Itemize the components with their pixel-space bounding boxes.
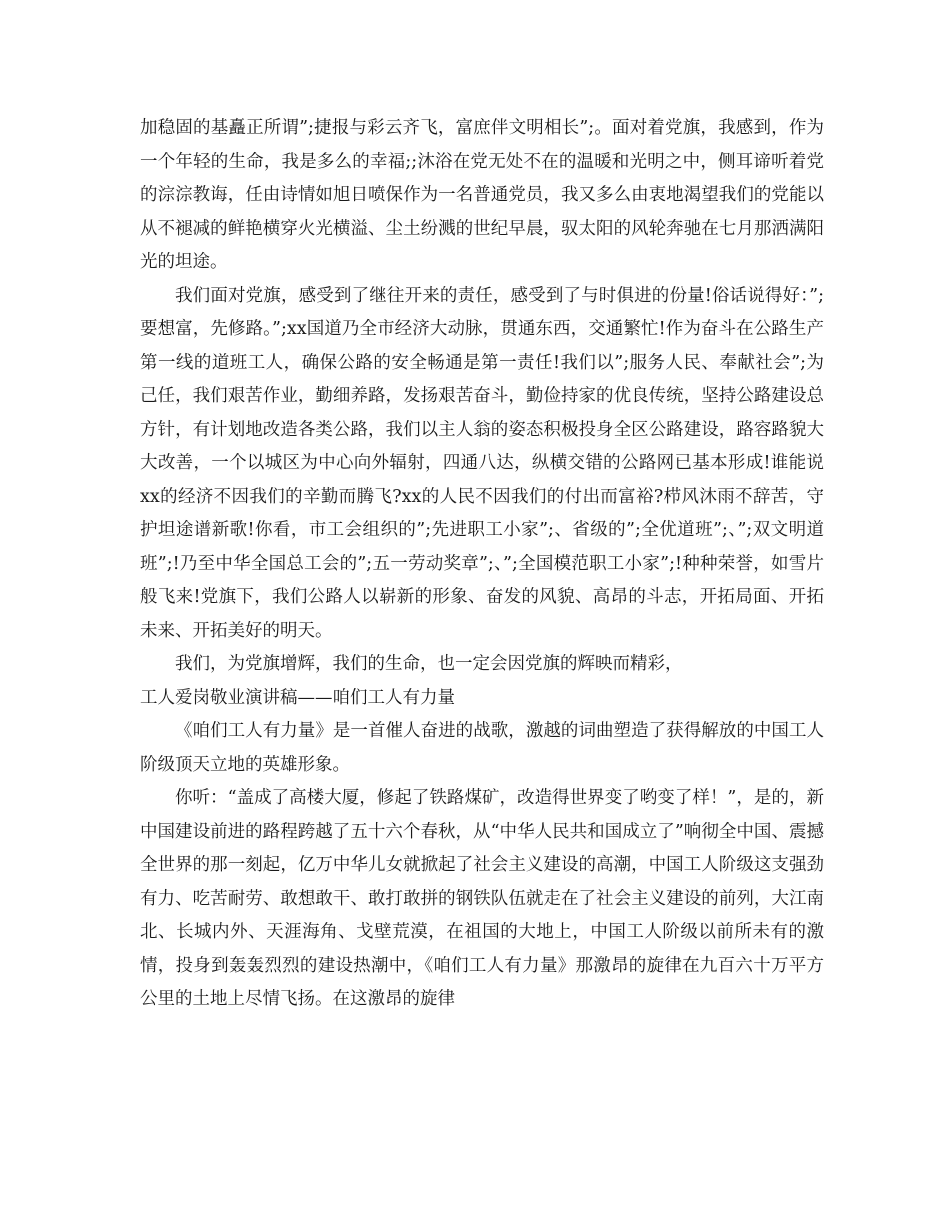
document-body [140,112,824,1017]
paragraph-2: 我们面对党旗，感受到了继往开来的责任，感受到了与时俱进的份量!俗话说得好：”;要想富，先修路。”;xx国道乃全市经济大动脉，贯通东西，交通繁忙!作为奋斗在公路生产第一线的道班工人，确保公路的安全畅通是第一责任!我们以”;服务人民、奉献社会”;为己任，我们艰苦作业，勤细养路，发扬艰苦奋斗，勤俭持家的优良传统，坚持公路建设总方针，有计划地改造各类公路，我们以主人翁的姿态积极投身全区公路建设，路容路貌大大改善，一个以城区为中心向外辐射，四通八达，纵横交错的公路网已基本形成!谁能说xx的经济不因我们的辛勤而腾飞?xx的人民不因我们的付出而富裕?栉风沐雨不辞苦，守护坦途谱新歌!你看，市工会组织的”;先进职工小家”;、省级的”;全优道班”;、”;双文明道班”;!乃至中华全国总工会的”;五一劳动奖章”;、”;全国模范职工小家”;!种种荣誉，如雪片般飞来!党旗下，我们公路人以崭新的形象、奋发的风貌、高昂的斗志，开拓局面、开拓未来、开拓美好的明天。 [140,285,824,641]
paragraph-4: 《咱们工人有力量》是一首催人奋进的战歌，激越的词曲塑造了获得解放的中国工人阶级顶天立地的英雄形象。 [140,721,824,775]
paragraph-5: 你听：“盖成了高楼大厦，修起了铁路煤矿，改造得世界变了哟变了样！”，是的，新中国建设前进的路程跨越了五十六个春秋，从“中华人民共和国成立了”响彻全中国、震撼全世界的那一刻起，亿万中华儿女就掀起了社会主义建设的高潮，中国工人阶级这支强劲有力、吃苦耐劳、敢想敢干、敢打敢拼的钢铁队伍就走在了社会主义建设的前列，大江南北、长城内外、天涯海角、戈壁荒漠，在祖国的大地上，中国工人阶级以前所未有的激情，投身到轰轰烈烈的建设热潮中，《咱们工人有力量》那激昂的旋律在九百六十万平方公里的土地上尽情飞扬。在这激昂的旋律 [140,788,824,1009]
paragraph-1: 加稳固的基矗正所谓”;捷报与彩云齐飞，富庶伴文明相长”;。面对着党旗，我感到，作为一个年轻的生命，我是多么的幸福;;沐浴在党无处不在的温暖和光明之中，侧耳谛听着党的淙淙教诲，任由诗情如旭日喷保作为一名普通党员，我又多么由衷地渴望我们的党能以从不褪减的鲜艳横穿火光横溢、尘土纷溅的世纪早晨，驭太阳的风轮奔驰在七月那洒满阳光的坦途。 [140,118,824,272]
paragraph-3: 我们，为党旗增辉，我们的生命，也一定会因党旗的辉映而精彩， [175,654,683,674]
section-heading: 工人爱岗敬业演讲稿——咱们工人有力量 [140,687,455,708]
